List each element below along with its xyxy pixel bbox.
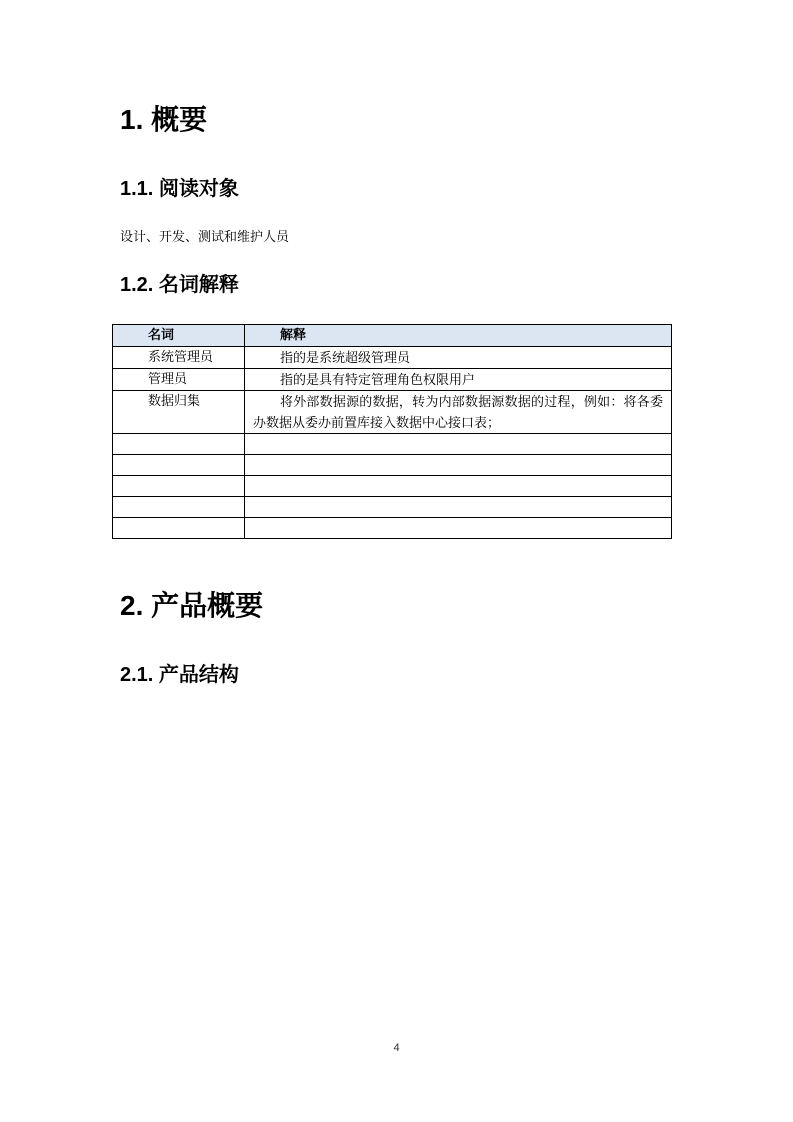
header-definition: 解释: [245, 325, 672, 347]
definition-cell: [245, 476, 672, 497]
term-cell: [113, 518, 245, 539]
table-row: [113, 455, 672, 476]
glossary-table: [112, 324, 672, 539]
audience-text: 设计、开发、测试和维护人员: [120, 229, 290, 244]
term-cell: [113, 497, 245, 518]
table-row: [113, 434, 672, 455]
definition-cell: 将外部数据源的数据，转为内部数据源数据的过程，例如：将各委办数据从委办前置库接入数据中心接口表；: [245, 391, 672, 434]
term-cell: [113, 455, 245, 476]
definition-cell: 指的是具有特定管理角色权限用户: [245, 369, 672, 391]
table-header-row: [113, 325, 672, 347]
section-2-heading: 2. 产品概要: [120, 590, 264, 621]
table-row: [113, 518, 672, 539]
section-1-1-heading: 1.1. 阅读对象: [120, 178, 239, 200]
header-term: 名词: [113, 325, 245, 347]
definition-cell: [245, 434, 672, 455]
definition-cell: [245, 518, 672, 539]
term-cell: [113, 476, 245, 497]
table-row: [113, 347, 672, 369]
definition-cell: [245, 497, 672, 518]
term-cell: [113, 434, 245, 455]
section-2-1-heading: 2.1. 产品结构: [120, 664, 239, 686]
term-cell: 系统管理员: [113, 347, 245, 369]
definition-cell: 指的是系统超级管理员: [245, 347, 672, 369]
term-cell: 数据归集: [113, 391, 245, 434]
term-cell: 管理员: [113, 369, 245, 391]
page-number: 4: [393, 1042, 400, 1054]
table-row: [113, 369, 672, 391]
table-row: [113, 497, 672, 518]
definition-cell: [245, 455, 672, 476]
table-row: [113, 476, 672, 497]
section-1-heading: 1. 概要: [120, 104, 208, 135]
table-row: [113, 391, 672, 434]
section-1-2-heading: 1.2. 名词解释: [120, 274, 239, 296]
